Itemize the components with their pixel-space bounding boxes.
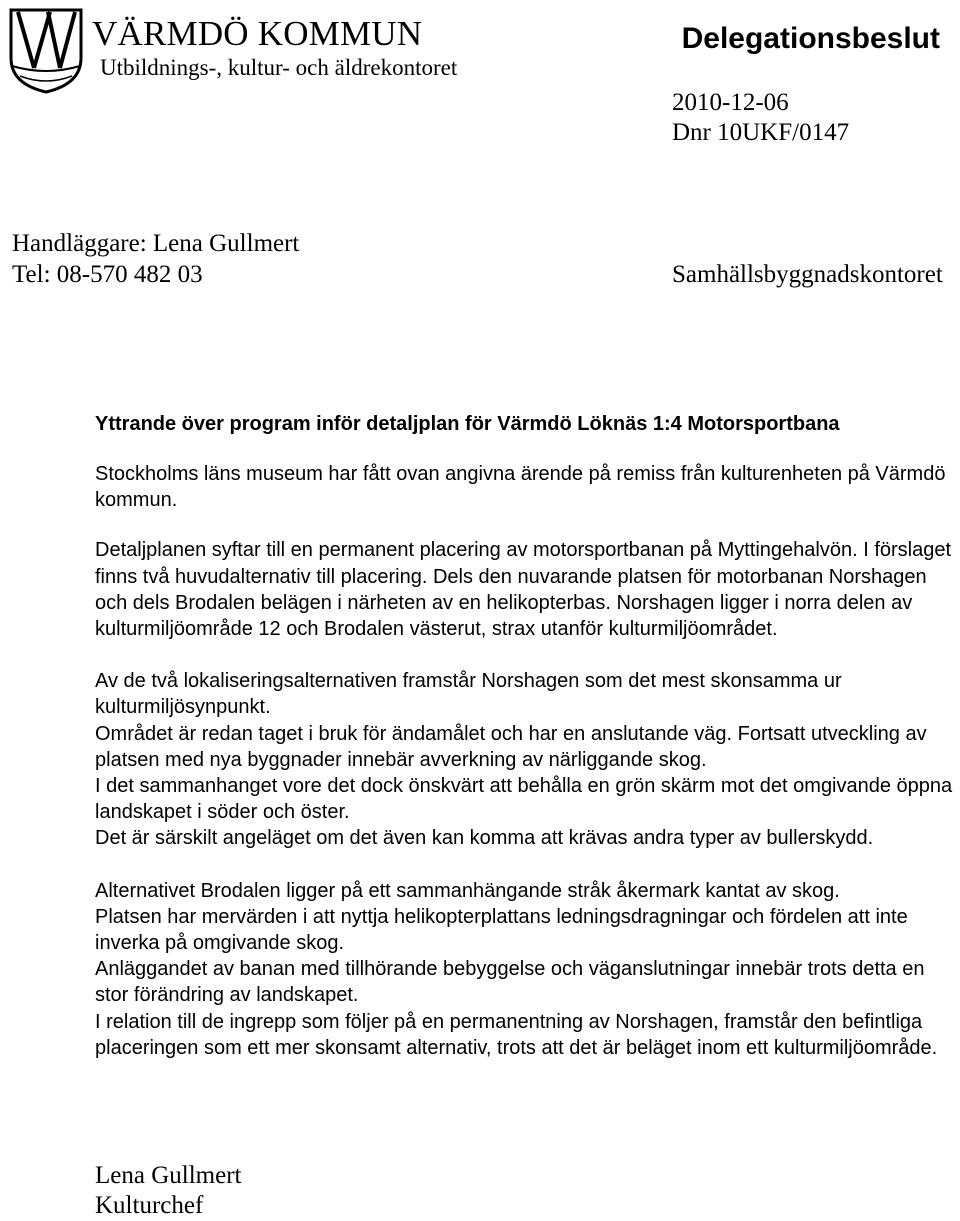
body-paragraph: I relation till de ingrepp som följer på en permanentning av Norshagen, framstår den befintliga placeringen som ett mer skonsamt alternativ, trots att det är beläget inom ett kulturmiljöområde. xyxy=(95,1010,938,1059)
body-paragraph: Området är redan taget i bruk för ändamålet och har en anslutande väg. Fortsatt utveckling av platsen med nya byggnader innebär avverkning av närliggande skog. xyxy=(95,722,927,771)
organization-name: VÄRMDÖ KOMMUN xyxy=(92,14,423,53)
recipient: Samhällsbyggnadskontoret xyxy=(672,261,943,288)
body-paragraph: I det sammanhanget vore det dock önskvärt att behålla en grön skärm mot det omgivande öppna landskapet i söder och öster. xyxy=(95,775,953,824)
phone-number: Tel: 08-570 482 03 xyxy=(12,261,203,288)
body-paragraph: Av de två lokaliseringsalternativen framstår Norshagen som det mest skonsamma ur kulturmiljösynpunkt. xyxy=(95,670,842,719)
signature-block xyxy=(95,1161,241,1221)
body-paragraph: Platsen har mervärden i att nyttja helikopterplattans ledningsdragningar och fördelen att inte inverka på omgivande skog. xyxy=(95,905,908,955)
document-date: 2010-12-06 xyxy=(672,89,789,116)
signature-name: Lena Gullmert xyxy=(95,1162,242,1189)
body-paragraph: Alternativet Brodalen ligger på ett sammanhängande stråk åkermark kantat av skog. xyxy=(95,879,840,902)
municipality-logo xyxy=(8,6,84,94)
document-type: Delegationsbeslut xyxy=(681,22,940,55)
document-number: Dnr 10UKF/0147 xyxy=(672,119,850,146)
body-paragraph: Stockholms läns museum har fått ovan angivna ärende på remiss från kulturenheten på Värmdö kommun. xyxy=(95,463,946,512)
body-paragraph: Anläggandet av banan med tillhörande bebyggelse och väganslutningar innebär trots detta en stor förändring av landskapet. xyxy=(95,958,925,1007)
body-paragraph: Det är särskilt angeläget om det även kan komma att krävas andra typer av bullerskydd. xyxy=(95,827,874,850)
document-body xyxy=(95,461,955,1061)
signature-title: Kulturchef xyxy=(95,1192,204,1219)
subject-heading: Yttrande över program inför detaljplan för Värmdö Löknäs 1:4 Motorsportbana xyxy=(95,413,840,435)
organization-unit: Utbildnings-, kultur- och äldrekontoret xyxy=(100,55,458,80)
body-paragraph: Detaljplanen syftar till en permanent placering av motorsportbanan på Myttingehalvön. I förslaget finns två huvudalternativ till placering. Dels den nuvarande platsen för motorbanan Norshagen och dels Brodalen belägen i närheten av en helikopterbas. Norshagen ligger i norra delen av kulturmiljöområde 12 och Brodalen västerut, strax utanför kulturmiljöområdet. xyxy=(95,539,952,641)
case-handler: Handläggare: Lena Gullmert xyxy=(12,230,300,257)
